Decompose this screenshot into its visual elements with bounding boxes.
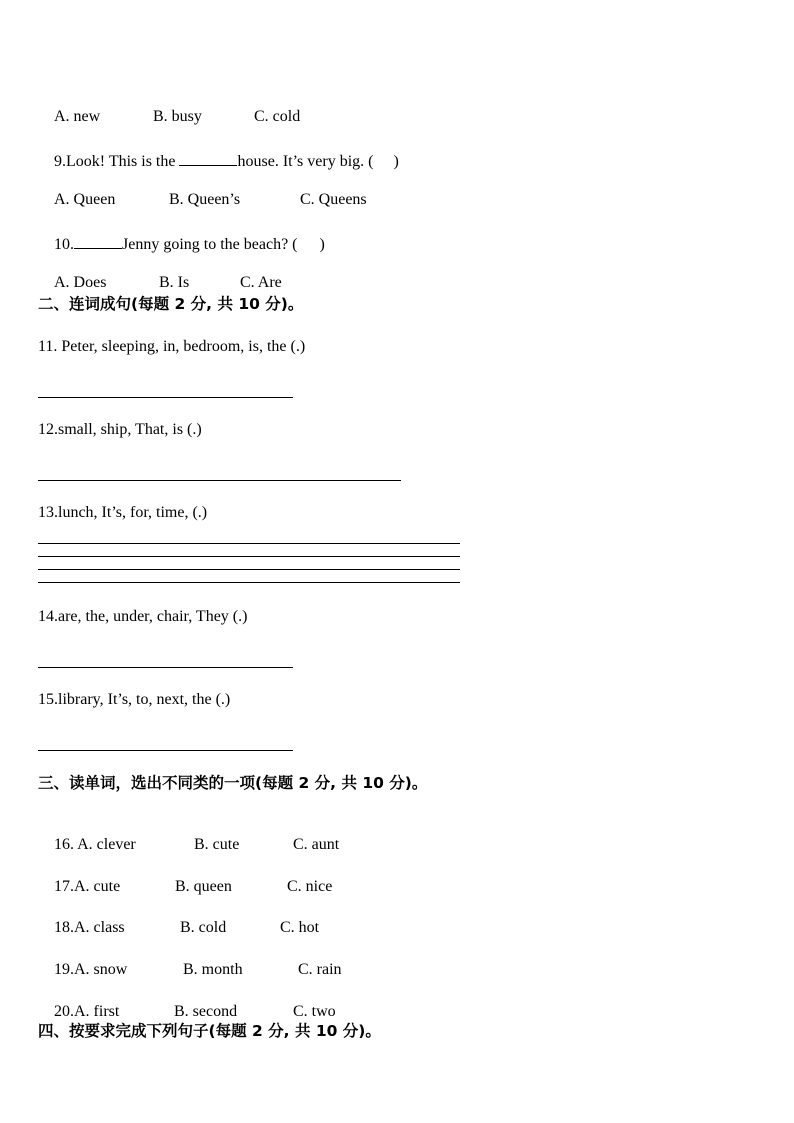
q9-option-b: B. Queen’s [169, 191, 241, 208]
q18-option-b: B. cold [180, 919, 227, 936]
q10-option-b: B. Is [159, 274, 190, 291]
q17-option-c: C. nice [287, 878, 333, 895]
q20-option-c: C. two [293, 1003, 336, 1020]
q19-option-a: 19.A. snow [54, 961, 128, 978]
q8-option-a: A. new [54, 108, 101, 125]
question-15: 15.library, It’s, to, next, the (.) [38, 691, 231, 708]
question-14: 14.are, the, under, chair, They (.) [38, 608, 248, 625]
q13-answer-line-1 [38, 543, 460, 544]
q10-option-c: C. Are [240, 274, 282, 291]
q18-option-a: 18.A. class [54, 919, 125, 936]
q16-option-c: C. aunt [293, 836, 340, 853]
q12-answer-line [38, 480, 401, 481]
q10-number: 10. [54, 236, 74, 253]
q13-answer-line-3 [38, 569, 460, 570]
q10-text: Jenny going to the beach? ( [122, 236, 298, 253]
q9-text-end: house. It’s very big. ( [237, 153, 374, 170]
question-12: 12.small, ship, That, is (.) [38, 421, 202, 438]
q8-option-c: C. cold [254, 108, 301, 125]
q13-answer-line-2 [38, 556, 460, 557]
section-2-heading: 二、连词成句(每题 2 分, 共 10 分)。 [38, 295, 304, 313]
question-11: 11. Peter, sleeping, in, bedroom, is, the (.) [38, 338, 306, 355]
section-3-heading: 三、读单词，选出不同类的一项(每题 2 分, 共 10 分)。 [38, 774, 428, 792]
question-13: 13.lunch, It’s, for, time, (.) [38, 504, 208, 521]
q9-option-c: C. Queens [300, 191, 367, 208]
q15-answer-line [38, 750, 293, 751]
q9-text-start: 9.Look! This is the [54, 153, 180, 170]
q14-answer-line [38, 667, 293, 668]
q19-option-b: B. month [183, 961, 243, 978]
q8-option-b: B. busy [153, 108, 202, 125]
q10-blank [74, 232, 122, 249]
section-4-heading: 四、按要求完成下列句子(每题 2 分, 共 10 分)。 [38, 1022, 381, 1040]
q18-option-c: C. hot [280, 919, 320, 936]
q11-answer-line [38, 397, 293, 398]
q9-blank [179, 149, 237, 166]
q17-option-a: 17.A. cute [54, 878, 121, 895]
q19-option-c: C. rain [298, 961, 342, 978]
q9-paren-close: ) [393, 153, 399, 170]
q10-option-a: A. Does [54, 274, 107, 291]
q16-option-a: 16. A. clever [54, 836, 136, 853]
q10-paren-close: ) [319, 236, 325, 253]
q20-option-b: B. second [174, 1003, 238, 1020]
q17-option-b: B. queen [175, 878, 232, 895]
q16-option-b: B. cute [194, 836, 240, 853]
q13-answer-line-4 [38, 582, 460, 583]
q9-option-a: A. Queen [54, 191, 116, 208]
q20-option-a: 20.A. first [54, 1003, 120, 1020]
